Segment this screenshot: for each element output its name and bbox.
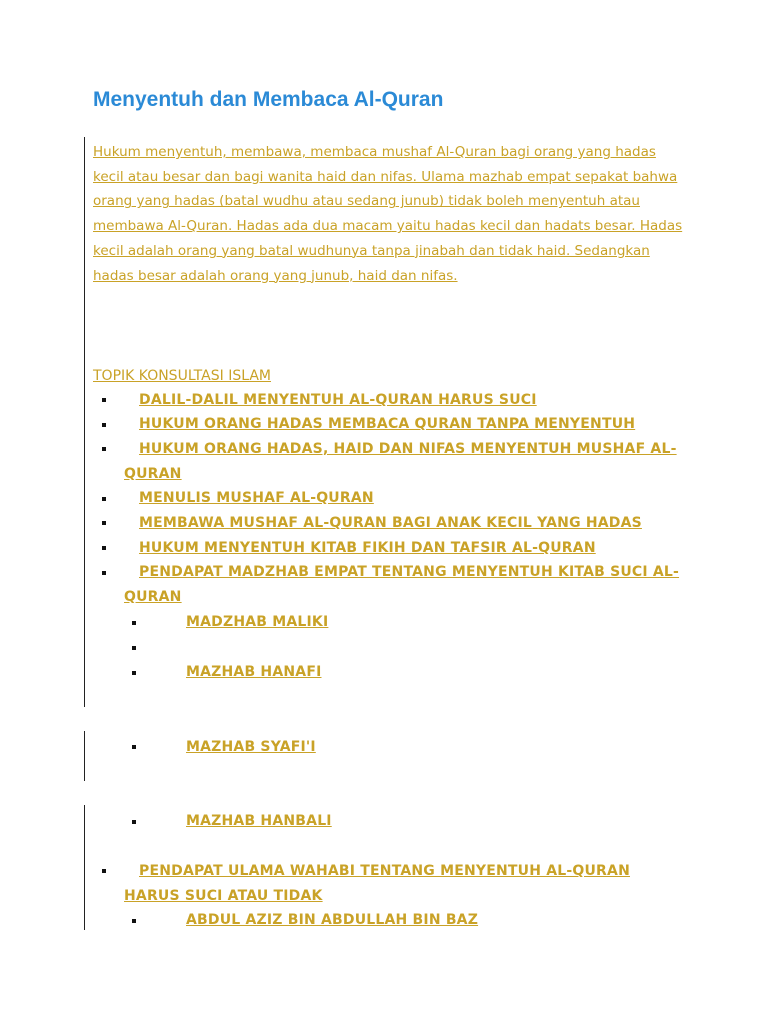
topic-link-kitab-fikih-tafsir[interactable]: HUKUM MENYENTUH KITAB FIKIH DAN TAFSIR AL-QURAN bbox=[139, 540, 596, 556]
subtopic-link-hanbali[interactable]: MAZHAB HANBALI bbox=[186, 813, 332, 829]
intro-paragraph-link[interactable]: Hukum menyentuh, membawa, membaca mushaf Al-Quran bagi orang yang hadas kecil atau besar dan bagi wanita haid dan nifas. Ulama mazhab empat sepakat bahwa orang yang hadas (batal wudhu atau sedang junub) tidak boleh menyentuh atau membawa Al-Quran. Hadas ada dua macam yaitu hadas kecil dan hadats besar. Hadas kecil adalah orang yang batal wudhunya tanpa jinabah dan tidak haid. Sedangkan hadas besar adalah orang yang junub, haid dan nifas. bbox=[93, 144, 683, 284]
bullet-icon bbox=[102, 447, 106, 451]
subtopic-link-maliki[interactable]: MADZHAB MALIKI bbox=[186, 614, 329, 630]
bullet-icon bbox=[102, 423, 106, 427]
bullet-icon bbox=[132, 646, 136, 650]
bullet-icon bbox=[102, 497, 106, 501]
topic-link-hadas-haid-nifas[interactable]: HUKUM ORANG HADAS, HAID DAN NIFAS MENYENTUH MUSHAF AL-QURAN bbox=[124, 441, 677, 482]
topic-link-membaca-tanpa-menyentuh[interactable]: HUKUM ORANG HADAS MEMBACA QURAN TANPA MENYENTUH bbox=[139, 416, 636, 432]
bullet-icon bbox=[102, 521, 106, 525]
topic-link-menulis-mushaf[interactable]: MENULIS MUSHAF AL-QURAN bbox=[139, 490, 374, 506]
bullet-icon bbox=[132, 919, 136, 923]
bullet-icon bbox=[102, 869, 106, 873]
subtopic-link-syafii[interactable]: MAZHAB SYAFI'I bbox=[186, 739, 316, 755]
topic-link-madzhab-empat[interactable]: PENDAPAT MADZHAB EMPAT TENTANG MENYENTUH KITAB SUCI AL-QURAN bbox=[124, 564, 680, 605]
bullet-icon bbox=[132, 820, 136, 824]
subtopic-link-hanafi[interactable]: MAZHAB HANAFI bbox=[186, 664, 322, 680]
topic-link-ulama-wahabi[interactable]: PENDAPAT ULAMA WAHABI TENTANG MENYENTUH AL-QURAN HARUS SUCI ATAU TIDAK bbox=[124, 863, 630, 904]
bullet-icon bbox=[102, 546, 106, 550]
bullet-icon bbox=[102, 571, 106, 575]
subtopic-link-bin-baz[interactable]: ABDUL AZIZ BIN ABDULLAH BIN BAZ bbox=[186, 912, 479, 928]
bullet-icon bbox=[132, 621, 136, 625]
bullet-icon bbox=[102, 398, 106, 402]
left-border-line bbox=[84, 731, 85, 781]
topic-link-dalil[interactable]: DALIL-DALIL MENYENTUH AL-QURAN HARUS SUCI bbox=[139, 392, 537, 408]
topics-heading-link[interactable]: TOPIK KONSULTASI ISLAM bbox=[93, 368, 271, 384]
bullet-icon bbox=[132, 745, 136, 749]
bullet-icon bbox=[132, 671, 136, 675]
left-border-line bbox=[84, 805, 85, 930]
page-title: Menyentuh dan Membaca Al-Quran bbox=[93, 88, 444, 111]
topic-link-membawa-mushaf[interactable]: MEMBAWA MUSHAF AL-QURAN BAGI ANAK KECIL YANG HADAS bbox=[139, 515, 642, 531]
left-border-line bbox=[84, 137, 85, 707]
